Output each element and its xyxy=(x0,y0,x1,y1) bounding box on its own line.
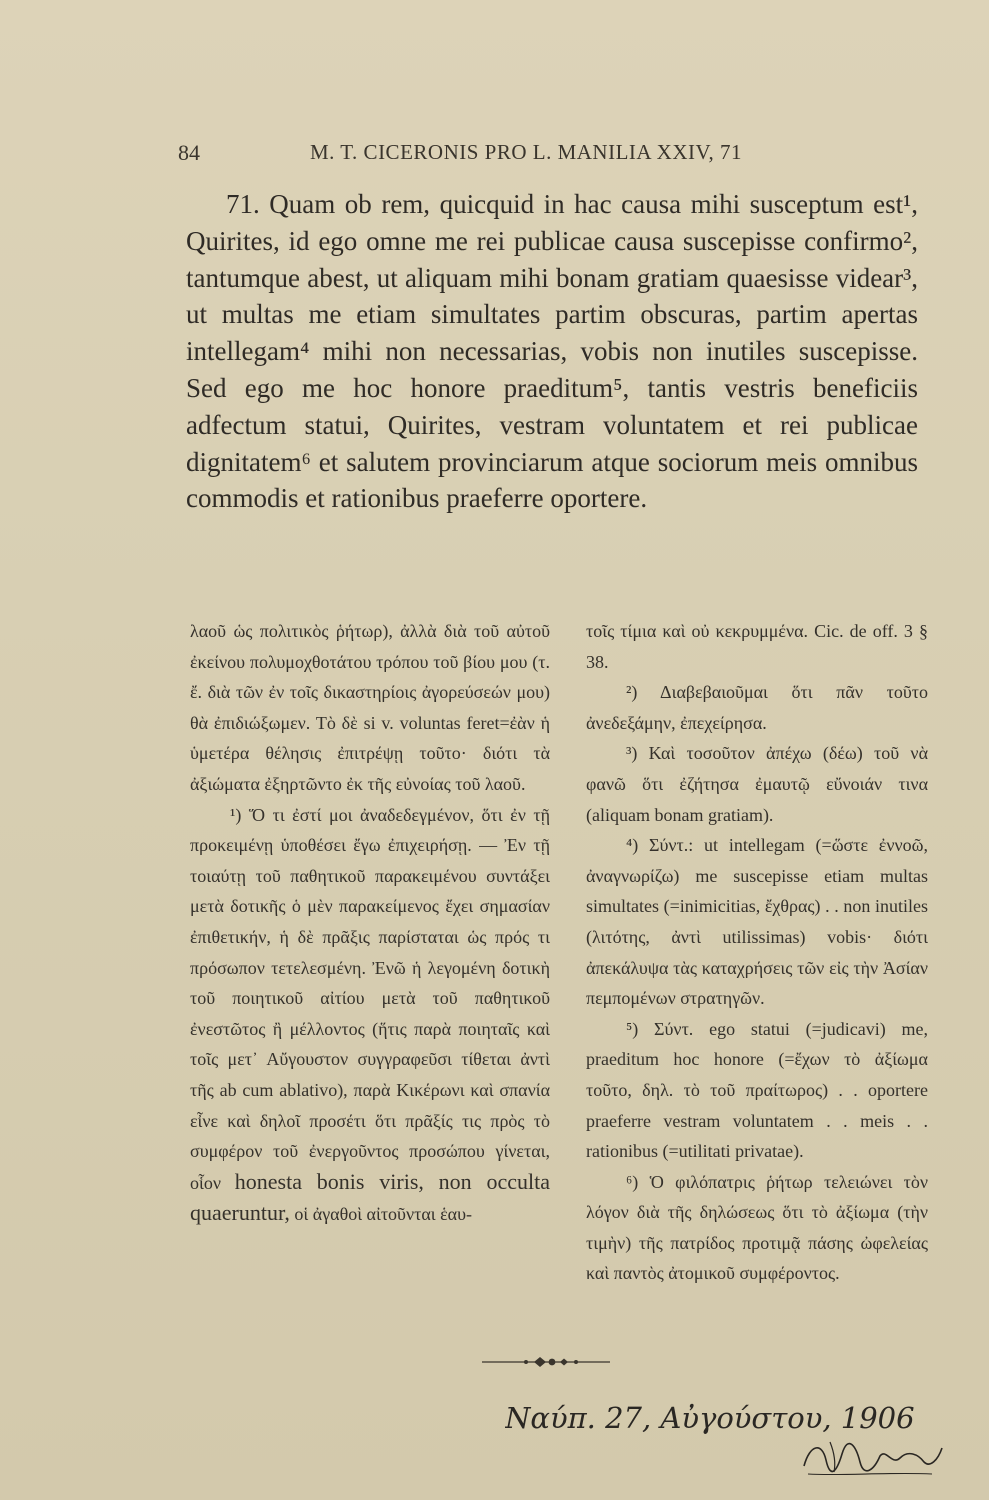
section-end-ornament xyxy=(482,1352,610,1372)
handwritten-signature xyxy=(800,1436,950,1480)
note-continuation-right: τοῖς τίμια καὶ οὐ κεκρυμμένα. Cic. de off. 3 § 38. xyxy=(586,621,928,672)
footnote-2: ²) Διαβεβαιοῦμαι ὅτι πᾶν τοῦτο ἀνεδεξάμην, ἐπεχείρησα. xyxy=(586,682,928,733)
page-number: 84 xyxy=(178,140,200,165)
footnote-3: ³) Καὶ τοσοῦτον ἀπέχω (δέω) τοῦ νὰ φανῶ ὅτι ἐζήτησα ἐμαυτῷ εὔνοιάν τινα (aliquam bonam gratiam). xyxy=(586,743,928,825)
notes-left-column xyxy=(190,616,550,1289)
footnote-5: ⁵) Σύντ. ego statui (=judicavi) me, praeditum hoc honore (=ἔχων τὸ ἀξίωμα τοῦτο, δηλ. τὸ τοῦ πραίτωρος) . . oportere praeferre vestram voluntatem . . meis . . rationibus (=utilitati privatae). xyxy=(586,1018,928,1162)
footnote-1-greek: ¹) Ὅ τι ἐστί μοι ἀναδεδεγμένον, ὅτι ἐν τῇ προκειμένῃ ὑποθέσει ἔγω ἐπιχειρήσῃ. — Ἐν τῇ τοιαύτῃ τοῦ παθητικοῦ παρακειμένου συντάξει μετὰ δοτικῆς ὁ μὲν παρακείμενος ἔχει σημασίαν ἐπιθετικήν, ἡ δὲ πρᾶξις παρίσταται ὡς πρός τι πρόσωπον τετελεσμένη. Ἐνῶ ἡ λεγομένη δοτικὴ τοῦ ποιητικοῦ αἰτίου μετὰ τοῦ παθητικοῦ ἐνεστῶτος ἢ μέλλοντος (ἥτις παρὰ ποιηταῖς καὶ τοῖς μετ᾽ Αὔγουστον συγγραφεῦσι τίθεται ἀντὶ τῆς ab cum ablativo), παρὰ Κικέρωνι καὶ σπανία εἶνε καὶ δηλοῖ προσέτι ὅτι πρᾶξίς τις πρὸς τὸ συμφέρον τοῦ ἐνεργοῦντος προσώπου γίνεται, οἷον xyxy=(190,804,550,1193)
footnote-1-end: οἱ ἀγαθοὶ αἰτοῦνται ἑαυ- xyxy=(294,1204,473,1225)
notes-right-column xyxy=(586,616,928,1289)
main-latin-text xyxy=(186,186,918,517)
handwritten-date-text: Ναύπ. 27, Αὐγούστου, 1906 xyxy=(505,1401,915,1435)
footnote-1 xyxy=(190,800,550,1230)
paragraph-71: 71. Quam ob rem, quicquid in hac causa mihi susceptum est¹, Quirites, id ego omne me rei publicae causa suscepisse confirmo², tantumque abest, ut aliquam mihi bonam gratiam quaesisse videar³, ut multas me etiam simultates partim obscuras, partim apertas intellegam⁴ mihi non necessarias, vobis non inutiles suscepisse. Sed ego me hoc honore praeditum⁵, tantis vestris beneficiis adfectum statui, Quirites, vestram voluntatem et rei publicae dignitatem⁶ et salutem provinciarum atque sociorum meis omnibus commodis et rationibus praeferre oportere. xyxy=(186,189,918,514)
footnote-4: ⁴) Σύντ.: ut intellegam (=ὥστε ἐννοῶ, ἀναγνωρίζω) me suscepisse etiam multas simultates (=inimicitias, ἔχθρας) . . non inutiles (λιτότης, ἀντὶ utilissimas) vobis· διότι ἀπεκάλυψα τὰς καταχρήσεις τῶν εἰς τὴν Ἀσίαν πεμπομένων στρατηγῶν. xyxy=(586,835,928,1009)
footnote-1-latin-quote: honesta bonis viris, non occulta quaeruntur, xyxy=(190,1168,551,1226)
note-continuation-left: λαοῦ ὡς πολιτικὸς ῥήτωρ), ἀλλὰ διὰ τοῦ αὐτοῦ ἐκείνου πολυμοχθοτάτου τρόπου τοῦ βίου μου (τ. ἔ. διὰ τῶν ἐν τοῖς δικαστηρίοις ἀγορεύσεών μου) θὰ ἐπιδιώξωμεν. Τὸ δὲ si v. voluntas feret=ἐὰν ἡ ὑμετέρα θέλησις ἐπιτρέψῃ τοῦτο· διότι τὰ ἀξιώματα ἐξηρτῶντο ἐκ τῆς εὐνοίας τοῦ λαοῦ. xyxy=(190,621,550,794)
commentary-notes xyxy=(190,616,928,1289)
running-title: M. T. CICERONIS PRO L. MANILIA XXIV, 71 xyxy=(310,140,742,164)
footnote-6: ⁶) Ὁ φιλόπατρις ῥήτωρ τελειώνει τὸν λόγον διὰ τῆς δηλώσεως ὅτι τὸ ἀξίωμα (τὴν τιμὴν) τῆς πατρίδος προτιμᾷ πάσης ὠφελείας καὶ παντὸς ἀτομικοῦ συμφέροντος. xyxy=(586,1171,928,1284)
